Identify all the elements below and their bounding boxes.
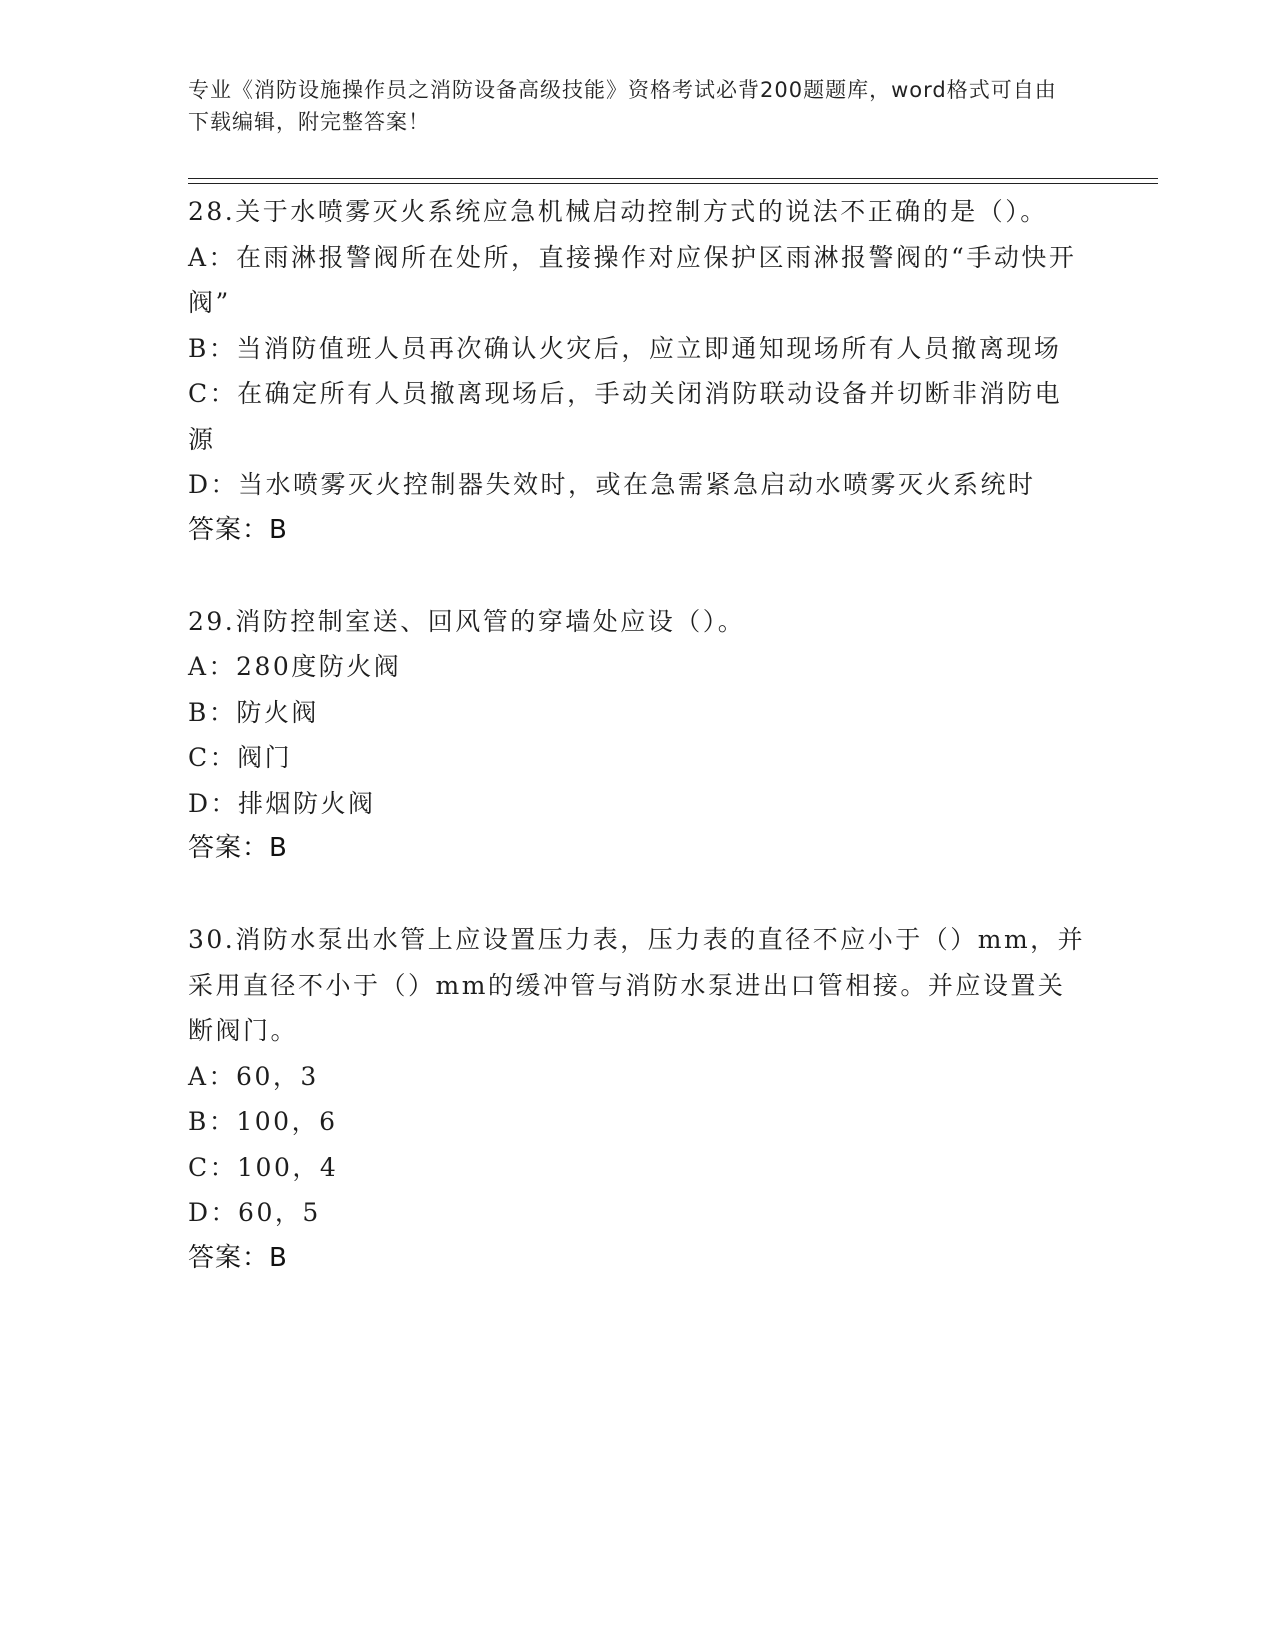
question-list xyxy=(188,189,1088,1281)
question-30 xyxy=(188,917,1088,1281)
option-b: B：100，6 xyxy=(188,1107,338,1136)
document-header xyxy=(188,74,1068,138)
question-spacer xyxy=(188,872,1088,918)
option-a: A：280度防火阀 xyxy=(188,652,402,681)
option-c: C：在确定所有人员撤离现场后，手动关闭消防联动设备并切断非消防电源 xyxy=(188,379,1063,454)
answer: 答案：B xyxy=(188,514,288,545)
question-spacer xyxy=(188,553,1088,599)
header-rule-top xyxy=(188,178,1158,179)
answer: 答案：B xyxy=(188,1242,288,1273)
question-stem: 30.消防水泵出水管上应设置压力表，压力表的直径不应小于（）mm，并采用直径不小于（）mm的缓冲管与消防水泵进出口管相接。并应设置关断阀门。 xyxy=(188,925,1086,1045)
answer: 答案：B xyxy=(188,833,288,863)
option-b: B：当消防值班人员再次确认火灾后，应立即通知现场所有人员撤离现场 xyxy=(188,333,1062,363)
option-d: D：60，5 xyxy=(188,1198,321,1227)
header-text: 专业《消防设施操作员之消防设备高级技能》资格考试必背200题题库，word格式可自由下载编辑，附完整答案！ xyxy=(188,78,1057,134)
question-29 xyxy=(188,599,1088,872)
option-c: C：阀门 xyxy=(188,743,293,772)
question-stem: 28.关于水喷雾灭火系统应急机械启动控制方式的说法不正确的是（）。 xyxy=(188,197,1048,226)
option-c: C：100，4 xyxy=(188,1152,339,1182)
option-a: A：在雨淋报警阀所在处所，直接操作对应保护区雨淋报警阀的“手动快开阀” xyxy=(188,242,1077,317)
header-rule-bottom xyxy=(188,183,1158,184)
question-stem: 29.消防控制室送、回风管的穿墙处应设（）。 xyxy=(188,606,746,636)
option-a: A：60，3 xyxy=(188,1061,319,1091)
option-d: D：当水喷雾灭火控制器失效时，或在急需紧急启动水喷雾灭火系统时 xyxy=(188,470,1036,499)
option-d: D：排烟防火阀 xyxy=(188,788,376,818)
option-b: B：防火阀 xyxy=(188,697,319,727)
question-28 xyxy=(188,189,1088,553)
